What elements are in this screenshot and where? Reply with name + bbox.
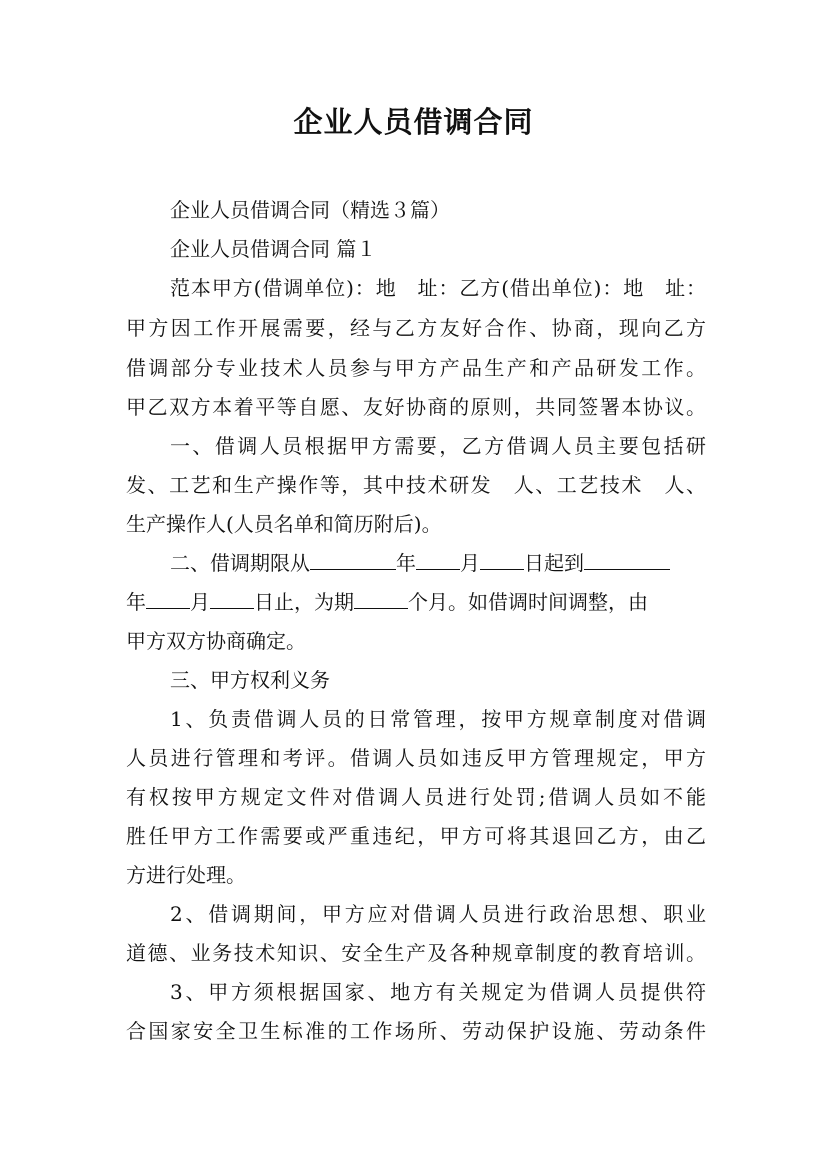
paragraph-line: 合国家安全卫生标准的工作场所、劳动保护设施、劳动条件 — [126, 1019, 706, 1043]
term-text: 年 — [396, 551, 416, 575]
term-text: 年 — [126, 590, 146, 614]
term-line — [170, 549, 706, 577]
blank-month-field — [416, 549, 460, 570]
section-heading: 三、甲方权利义务 — [170, 668, 330, 692]
paragraph-line: 胜任甲方工作需要或严重违纪，甲方可将其退回乙方，由乙 — [126, 824, 706, 848]
paragraph-line: 3、甲方须根据国家、地方有关规定为借调人员提供符 — [170, 980, 706, 1004]
document-title: 企业人员借调合同 — [293, 105, 534, 139]
paragraph-line: 1、负责借调人员的日常管理，按甲方规章制度对借调 — [170, 707, 706, 731]
term-text: 日止，为期 — [254, 590, 354, 614]
paragraph-line: 甲方双方协商确定。 — [126, 629, 306, 653]
paragraph-line: 一、借调人员根据甲方需要，乙方借调人员主要包括研 — [170, 434, 706, 458]
paragraph-line: 道德、业务技术知识、安全生产及各种规章制度的教育培训。 — [126, 941, 706, 965]
blank-duration-field — [354, 588, 408, 609]
term-line — [126, 588, 706, 616]
term-text: 月 — [190, 590, 210, 614]
blank-day-field — [480, 549, 524, 570]
paragraph-line: 甲乙双方本着平等自愿、友好协商的原则，共同签署本协议。 — [126, 395, 706, 419]
blank-end-month-field — [146, 588, 190, 609]
paragraph-line: 甲方因工作开展需要，经与乙方友好合作、协商，现向乙方 — [126, 316, 706, 340]
blank-end-year-field — [584, 549, 670, 570]
term-text: 日起到 — [524, 551, 584, 575]
paragraph-line: 借调部分专业技术人员参与甲方产品生产和产品研发工作。 — [126, 356, 706, 380]
section-heading: 企业人员借调合同 篇１ — [170, 237, 377, 261]
term-text: 月 — [460, 551, 480, 575]
paragraph-line: 生产操作人(人员名单和简历附后)。 — [126, 512, 442, 536]
term-text: 二、借调期限从 — [170, 551, 310, 575]
subtitle-line: 企业人员借调合同（精选３篇） — [170, 198, 450, 222]
term-text: 个月。如借调时间调整，由 — [408, 590, 648, 614]
paragraph-line: 2、借调期间，甲方应对借调人员进行政治思想、职业 — [170, 902, 706, 926]
paragraph-line: 发、工艺和生产操作等，其中技术研发 人、工艺技术 人、 — [126, 473, 706, 497]
paragraph-line: 有权按甲方规定文件对借调人员进行处罚;借调人员如不能 — [126, 785, 706, 809]
blank-year-field — [310, 549, 396, 570]
paragraph-line: 方进行处理。 — [126, 863, 246, 887]
paragraph-line: 人员进行管理和考评。借调人员如违反甲方管理规定，甲方 — [126, 746, 706, 770]
blank-end-day-field — [210, 588, 254, 609]
paragraph-line: 范本甲方(借调单位)：地 址：乙方(借出单位)：地 址： — [170, 276, 706, 300]
